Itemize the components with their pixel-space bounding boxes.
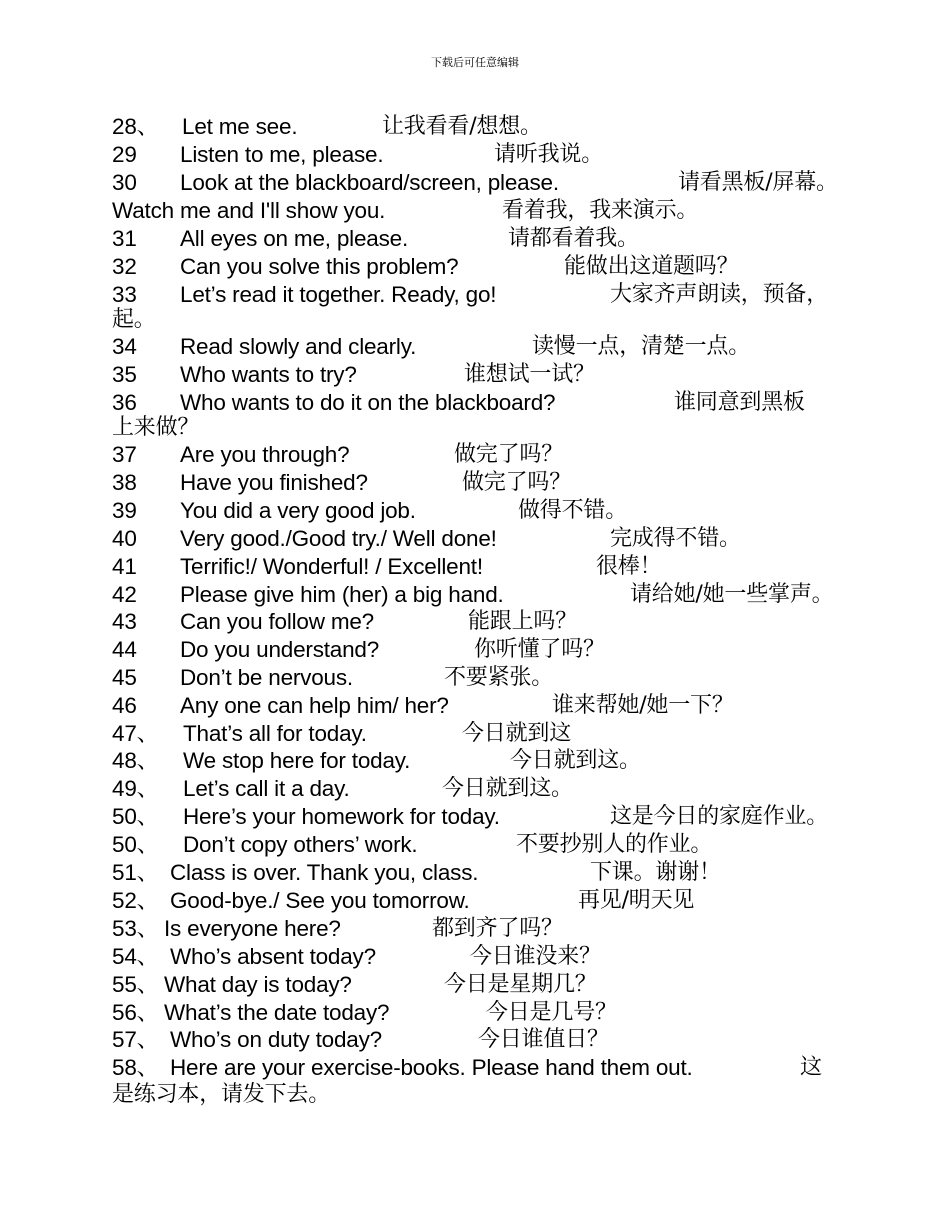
english-phrase: Who’s absent today? <box>170 944 376 969</box>
english-phrase: Very good./Good try./ Well done! <box>180 526 497 551</box>
chinese-translation: 今日就到这 <box>462 721 572 746</box>
english-phrase: Are you through? <box>180 442 350 467</box>
chinese-translation: 做完了吗？ <box>454 442 564 467</box>
english-phrase: You did a very good job. <box>180 498 416 523</box>
line-number: 37 <box>112 442 137 467</box>
chinese-translation: 请看黑板/屏幕。 <box>678 170 838 195</box>
line-number: 32 <box>112 254 137 279</box>
chinese-translation: 读慢一点，清楚一点。 <box>532 334 751 359</box>
chinese-translation: 这是今日的家庭作业。 <box>610 804 829 829</box>
line-number: 38 <box>112 470 137 495</box>
english-phrase: Do you understand? <box>180 637 380 662</box>
line-number: 54、 <box>112 944 159 969</box>
line-number: 43 <box>112 609 137 634</box>
line-number: 44 <box>112 637 137 662</box>
line-number: 56、 <box>112 1000 159 1025</box>
chinese-translation: 上来做？ <box>112 415 200 440</box>
line-number: 31 <box>112 226 137 251</box>
english-phrase: Let’s read it together. Ready, go! <box>180 282 497 307</box>
line-number: 45 <box>112 665 137 690</box>
chinese-translation: 今日就到这。 <box>442 776 573 801</box>
line-number: 33 <box>112 282 137 307</box>
chinese-translation: 很棒！ <box>596 554 662 579</box>
english-phrase: Is everyone here? <box>164 916 341 941</box>
english-phrase: Who’s on duty today? <box>170 1027 382 1052</box>
english-phrase: Any one can help him/ her? <box>180 693 449 718</box>
chinese-translation: 让我看看/想想。 <box>382 114 542 139</box>
english-phrase: Class is over. Thank you, class. <box>170 860 479 885</box>
chinese-translation: 请给她/她一些掌声。 <box>630 582 834 607</box>
line-number: 57、 <box>112 1027 159 1052</box>
english-phrase: Don’t copy others’ work. <box>183 832 418 857</box>
chinese-translation: 今日谁值日？ <box>478 1027 609 1052</box>
english-phrase: Here are your exercise-books. Please hand them out. <box>170 1055 693 1080</box>
line-number: 50、 <box>112 832 159 857</box>
english-phrase: Good-bye./ See you tomorrow. <box>170 888 470 913</box>
chinese-translation: 再见/明天见 <box>578 888 695 913</box>
chinese-translation: 完成得不错。 <box>610 526 741 551</box>
page-header: 下载后可任意编辑 <box>431 56 519 69</box>
chinese-translation: 都到齐了吗？ <box>432 916 563 941</box>
chinese-translation: 今日是几号？ <box>486 1000 617 1025</box>
line-number: 29 <box>112 142 137 167</box>
chinese-translation: 今日就到这。 <box>510 748 641 773</box>
english-phrase: Let’s call it a day. <box>183 776 350 801</box>
chinese-translation: 不要紧张。 <box>444 665 554 690</box>
chinese-translation: 谁同意到黑板 <box>674 390 805 415</box>
line-number: 39 <box>112 498 137 523</box>
english-phrase: Here’s your homework for today. <box>183 804 500 829</box>
chinese-translation: 能做出这道题吗？ <box>564 254 739 279</box>
english-phrase: Read slowly and clearly. <box>180 334 417 359</box>
chinese-translation: 看着我，我来演示。 <box>502 198 699 223</box>
line-number: 41 <box>112 554 137 579</box>
line-number: 30 <box>112 170 137 195</box>
line-number: 28、 <box>112 114 159 139</box>
chinese-translation: 今日谁没来？ <box>470 944 601 969</box>
english-phrase: Don’t be nervous. <box>180 665 353 690</box>
chinese-translation: 请都看着我。 <box>508 226 639 251</box>
line-number: 58、 <box>112 1055 159 1080</box>
line-number: 35 <box>112 362 137 387</box>
english-phrase: We stop here for today. <box>183 748 411 773</box>
english-phrase: Watch me and I'll show you. <box>112 198 386 223</box>
english-phrase: Who wants to do it on the blackboard? <box>180 390 556 415</box>
chinese-translation: 大家齐声朗读，预备， <box>610 282 829 307</box>
line-number: 49、 <box>112 776 159 801</box>
line-number: 48、 <box>112 748 159 773</box>
line-number: 51、 <box>112 860 159 885</box>
line-number: 52、 <box>112 888 159 913</box>
line-number: 42 <box>112 582 137 607</box>
english-phrase: Can you solve this problem? <box>180 254 459 279</box>
line-number: 53、 <box>112 916 159 941</box>
chinese-translation: 这 <box>800 1055 822 1080</box>
chinese-translation: 起。 <box>112 307 156 332</box>
chinese-translation: 做得不错。 <box>518 498 628 523</box>
chinese-translation: 下课。谢谢！ <box>590 860 721 885</box>
english-phrase: Who wants to try? <box>180 362 357 387</box>
line-number: 46 <box>112 693 137 718</box>
line-number: 55、 <box>112 972 159 997</box>
chinese-translation: 是练习本，请发下去。 <box>112 1082 331 1107</box>
english-phrase: Listen to me, please. <box>180 142 384 167</box>
chinese-translation: 请听我说。 <box>494 142 604 167</box>
chinese-translation: 能跟上吗？ <box>468 609 578 634</box>
english-phrase: What’s the date today? <box>164 1000 390 1025</box>
english-phrase: Let me see. <box>182 114 298 139</box>
chinese-translation: 做完了吗？ <box>462 470 572 495</box>
chinese-translation: 今日是星期几？ <box>444 972 597 997</box>
chinese-translation: 谁想试一试？ <box>464 362 595 387</box>
line-number: 50、 <box>112 804 159 829</box>
english-phrase: Have you finished? <box>180 470 368 495</box>
line-number: 36 <box>112 390 137 415</box>
chinese-translation: 你听懂了吗？ <box>474 637 605 662</box>
english-phrase: Can you follow me? <box>180 609 375 634</box>
english-phrase: Look at the blackboard/screen, please. <box>180 170 559 195</box>
chinese-translation: 不要抄别人的作业。 <box>516 832 713 857</box>
line-number: 40 <box>112 526 137 551</box>
english-phrase: That’s all for today. <box>183 721 367 746</box>
english-phrase: Please give him (her) a big hand. <box>180 582 504 607</box>
english-phrase: All eyes on me, please. <box>180 226 409 251</box>
line-number: 47、 <box>112 721 159 746</box>
chinese-translation: 谁来帮她/她一下？ <box>552 693 734 718</box>
line-number: 34 <box>112 334 137 359</box>
english-phrase: Terrific!/ Wonderful! / Excellent! <box>180 554 483 579</box>
english-phrase: What day is today? <box>164 972 352 997</box>
